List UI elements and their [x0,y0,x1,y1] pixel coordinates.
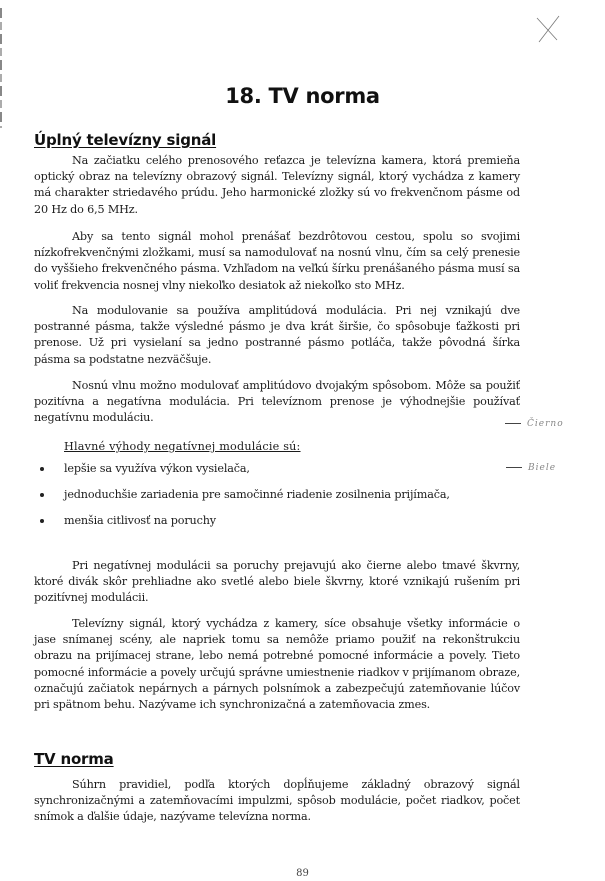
page-number: 89 [296,868,309,879]
handwritten-note-black [505,419,564,429]
pencil-x-mark-icon [535,14,561,44]
section-heading-full-signal: Úplný televízny signál [34,131,217,149]
paragraph-text: Súhrn pravidiel, podľa ktorých dopĺňujeme základný obrazový signál synchronizačnými a zatemňovacími impulzmi, spôsob modulácie, počet riadkov, počet snímok a ďalšie údaje, nazývame televízna norma. [34,778,520,824]
paragraph-2 [34,229,520,294]
paragraph-4 [34,378,520,427]
paragraph-text: Nosnú vlnu možno modulovať amplitúdovo dvojakým spôsobom. Môže sa použiť pozitívna a negatívna modulácia. Pri televíznom prenose je výhodnejšie používať negatívnu moduláciu. [34,379,520,425]
bullet-icon [40,519,44,523]
bullet-icon [40,493,44,497]
list-item [34,461,450,487]
paragraph-6 [34,616,520,713]
scan-edge-artifact [0,8,2,128]
handwritten-note-text: Čierno [527,419,564,429]
paragraph-text: Pri negatívnej modulácii sa poruchy prejavujú ako čierne alebo tmavé škvrny, ktoré divák skôr prehliadne ako svetlé alebo biele škvrny, ktoré vznikajú rušením pri pozitívnej modulácii. [34,559,520,605]
advantages-subheading: Hlavné výhody negatívnej modulácie sú: [64,440,301,453]
paragraph-text: Na modulovanie sa používa amplitúdová modulácia. Pri nej vznikajú dve postranné pásma, takže výsledné pásmo je dva krát širšie, čo spôsobuje ťažkosti pri prenose. Už pri vysielaní sa jedno postranné pásmo potláča, takže pôvodná šírka pásma sa podstatne nezväčšuje. [34,304,520,366]
paragraph-text: Na začiatku celého prenosového reťazca je televízna kamera, ktorá premieňa optický obraz na televízny obrazový signál. Televízny signál, ktorý vychádza z kamery má charakter striedavého prúdu. Jeho harmonické zložky sú vo frekvenčnom pásme od 20 Hz do 6,5 MHz. [34,154,520,216]
list-item-text: jednoduchšie zariadenia pre samočinné riadenie zosilnenia prijímača, [64,488,450,501]
paragraph-7 [34,777,520,826]
advantages-list [34,461,450,539]
paragraph-3 [34,303,520,368]
list-item-text: menšia citlivosť na poruchy [64,514,216,527]
paragraph-text: Aby sa tento signál mohol prenášať bezdrôtovou cestou, spolu so svojimi nízkofrekvenčnými zložkami, musí sa namodulovať na nosnú vlnu, čím sa celý prenesie do vyššieho frekvenčného pásma. Vzhľadom na veľkú šírku prenášaného pásma musí sa voliť frekvencia nosnej vlny niekoľko desiatok až niekoľko sto MHz. [34,230,520,292]
list-item [34,513,450,539]
list-item-text: lepšie sa využíva výkon vysielača, [64,462,250,475]
paragraph-1 [34,153,520,218]
section-heading-tv-norma: TV norma [34,750,114,768]
paragraph-5 [34,558,520,607]
handwritten-note-text: Biele [528,463,557,473]
paragraph-text: Televízny signál, ktorý vychádza z kamery, síce obsahuje všetky informácie o jase snímanej scény, ale napriek tomu sa nemôže priamo použiť na rekonštrukciu obrazu na prijímacej strane, lebo nemá potrebné pomocné informácie a povely. Tieto pomocné informácie a povely určujú správne umiestnenie riadkov v prijímanom obraze, označujú začiatok nepárnych a párnych polsnímok a zabezpečujú zatemňovanie lúčov pri spätnom behu. Nazývame ich synchronizačná a zatemňovacia zmes. [34,617,520,712]
chapter-title: 18. TV norma [225,84,380,108]
list-item [34,487,450,513]
bullet-icon [40,467,44,471]
handwritten-note-white [506,463,556,473]
